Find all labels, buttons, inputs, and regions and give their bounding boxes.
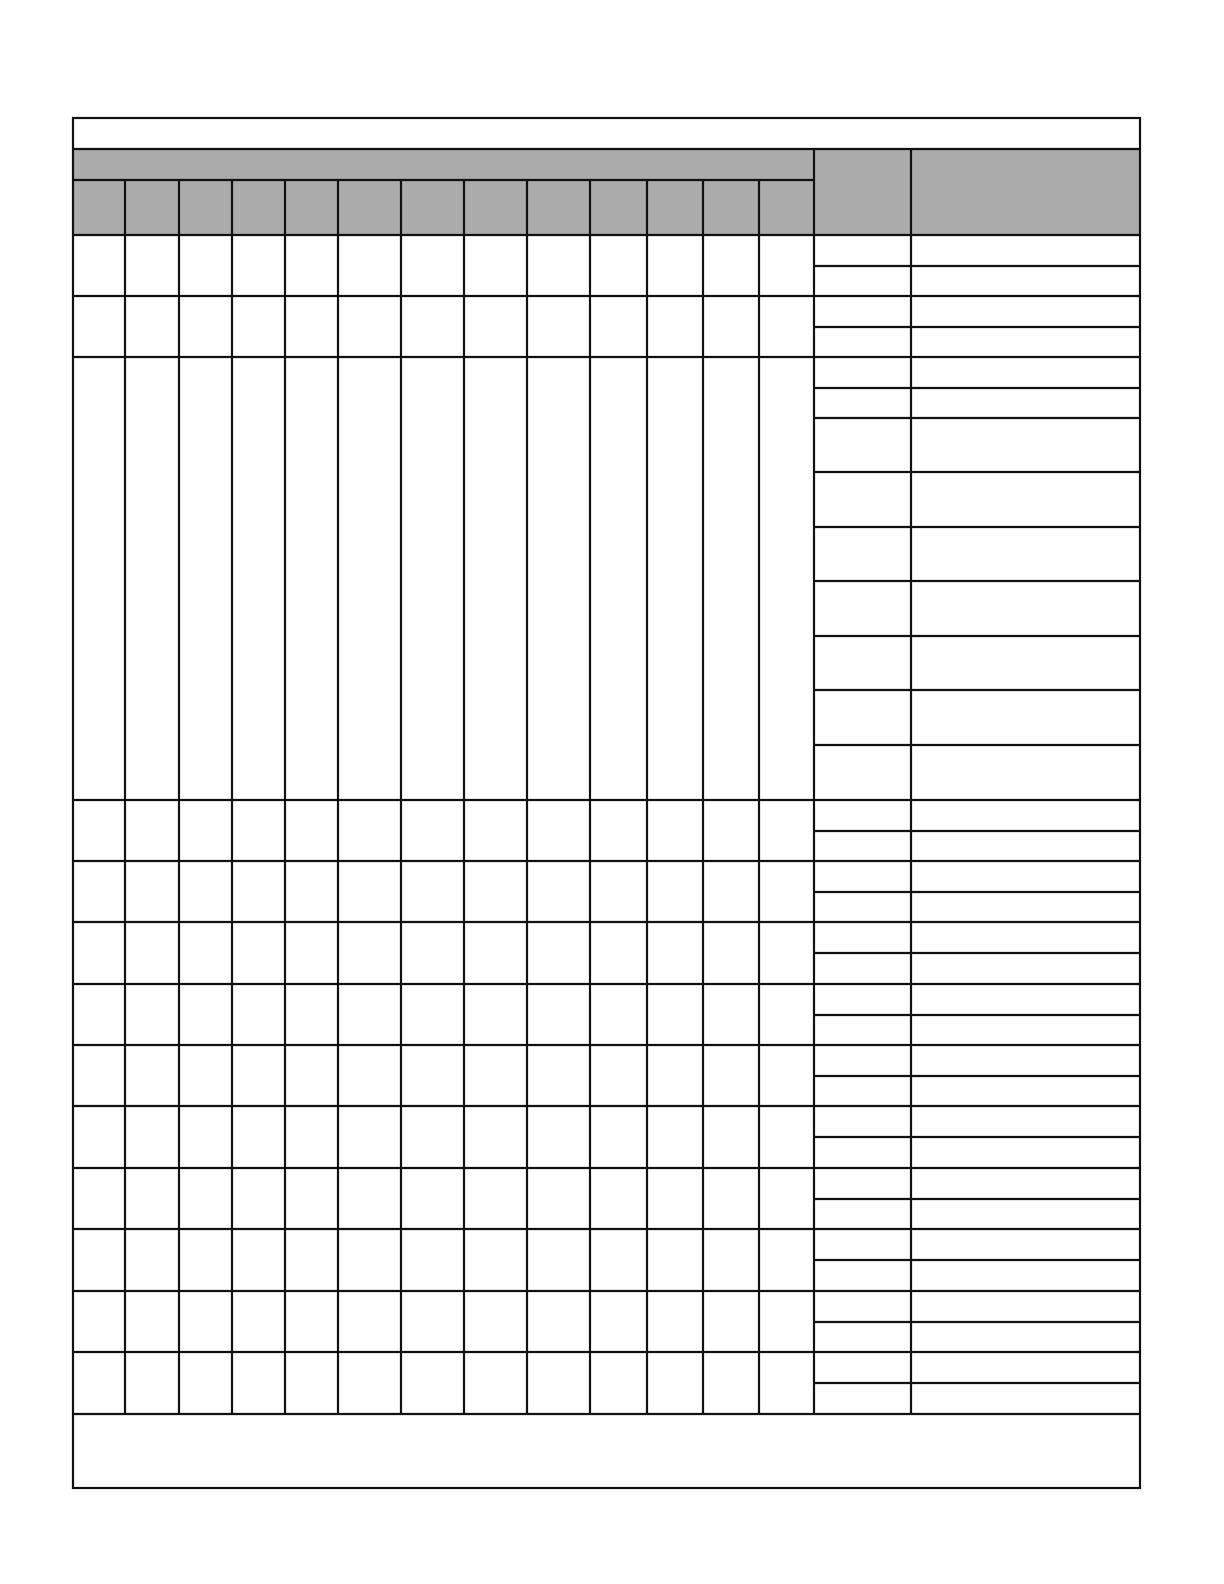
table-cell[interactable] (126, 862, 178, 921)
table-cell[interactable] (465, 1107, 526, 1167)
description-cell[interactable] (912, 267, 1139, 295)
table-cell[interactable] (760, 923, 813, 983)
table-cell[interactable] (180, 923, 231, 983)
table-cell[interactable] (402, 236, 463, 295)
table-cell[interactable] (760, 985, 813, 1044)
table-cell[interactable] (704, 358, 758, 799)
table-cell[interactable] (591, 236, 646, 295)
table-cell[interactable] (591, 1292, 646, 1351)
description-cell[interactable] (912, 923, 1139, 952)
table-cell[interactable] (339, 1169, 400, 1228)
right-cell[interactable] (815, 1353, 910, 1382)
table-cell[interactable] (402, 801, 463, 860)
table-cell[interactable] (591, 923, 646, 983)
table-cell[interactable] (704, 801, 758, 860)
table-cell[interactable] (704, 1292, 758, 1351)
table-cell[interactable] (233, 923, 284, 983)
table-cell[interactable] (648, 862, 702, 921)
description-cell[interactable] (912, 1138, 1139, 1167)
table-cell[interactable] (402, 1292, 463, 1351)
table-cell[interactable] (126, 236, 178, 295)
table-cell[interactable] (74, 1353, 124, 1413)
table-cell[interactable] (704, 985, 758, 1044)
table-cell[interactable] (402, 985, 463, 1044)
table-cell[interactable] (233, 1169, 284, 1228)
table-cell[interactable] (704, 1169, 758, 1228)
table-cell[interactable] (74, 1230, 124, 1290)
table-cell[interactable] (648, 1292, 702, 1351)
table-cell[interactable] (233, 1046, 284, 1105)
description-cell[interactable] (912, 954, 1139, 983)
table-cell[interactable] (465, 236, 526, 295)
right-cell[interactable] (815, 1261, 910, 1290)
table-cell[interactable] (648, 985, 702, 1044)
table-cell[interactable] (465, 297, 526, 356)
table-cell[interactable] (180, 801, 231, 860)
description-cell[interactable] (912, 328, 1139, 356)
table-cell[interactable] (74, 1169, 124, 1228)
table-cell[interactable] (760, 1169, 813, 1228)
table-cell[interactable] (465, 1353, 526, 1413)
table-cell[interactable] (465, 1169, 526, 1228)
table-cell[interactable] (180, 236, 231, 295)
right-cell[interactable] (815, 1046, 910, 1075)
table-cell[interactable] (528, 1107, 589, 1167)
table-cell[interactable] (648, 358, 702, 799)
table-cell[interactable] (528, 1230, 589, 1290)
description-cell[interactable] (912, 297, 1139, 326)
table-cell[interactable] (233, 358, 284, 799)
right-cell[interactable] (815, 328, 910, 356)
table-cell[interactable] (74, 1107, 124, 1167)
table-cell[interactable] (126, 923, 178, 983)
right-cell[interactable] (815, 923, 910, 952)
table-cell[interactable] (760, 1107, 813, 1167)
description-cell[interactable] (912, 801, 1139, 830)
table-cell[interactable] (465, 985, 526, 1044)
right-cell[interactable] (815, 691, 910, 744)
table-cell[interactable] (528, 1292, 589, 1351)
description-cell[interactable] (912, 1046, 1139, 1075)
right-cell[interactable] (815, 1138, 910, 1167)
table-cell[interactable] (126, 358, 178, 799)
table-cell[interactable] (591, 1046, 646, 1105)
description-cell[interactable] (912, 1230, 1139, 1259)
table-cell[interactable] (648, 297, 702, 356)
table-cell[interactable] (465, 1230, 526, 1290)
description-cell[interactable] (912, 419, 1139, 471)
right-cell[interactable] (815, 358, 910, 387)
right-cell[interactable] (815, 389, 910, 417)
table-cell[interactable] (528, 985, 589, 1044)
table-cell[interactable] (233, 297, 284, 356)
table-cell[interactable] (126, 1046, 178, 1105)
table-cell[interactable] (286, 358, 337, 799)
table-cell[interactable] (286, 862, 337, 921)
description-cell[interactable] (912, 1169, 1139, 1198)
table-cell[interactable] (760, 297, 813, 356)
table-cell[interactable] (74, 985, 124, 1044)
table-cell[interactable] (126, 1292, 178, 1351)
table-cell[interactable] (339, 358, 400, 799)
table-cell[interactable] (233, 1353, 284, 1413)
table-cell[interactable] (74, 236, 124, 295)
table-cell[interactable] (704, 923, 758, 983)
table-cell[interactable] (74, 801, 124, 860)
right-cell[interactable] (815, 1292, 910, 1321)
table-cell[interactable] (465, 801, 526, 860)
table-cell[interactable] (126, 1230, 178, 1290)
table-cell[interactable] (286, 236, 337, 295)
table-cell[interactable] (74, 358, 124, 799)
table-cell[interactable] (648, 1046, 702, 1105)
description-cell[interactable] (912, 236, 1139, 265)
table-cell[interactable] (704, 1107, 758, 1167)
table-cell[interactable] (591, 801, 646, 860)
description-cell[interactable] (912, 893, 1139, 921)
table-cell[interactable] (591, 297, 646, 356)
table-cell[interactable] (465, 1292, 526, 1351)
footer-note-area[interactable] (74, 1415, 1139, 1487)
right-cell[interactable] (815, 1200, 910, 1228)
table-cell[interactable] (126, 985, 178, 1044)
table-cell[interactable] (180, 1353, 231, 1413)
table-cell[interactable] (286, 1169, 337, 1228)
right-cell[interactable] (815, 473, 910, 526)
table-cell[interactable] (74, 1046, 124, 1105)
table-cell[interactable] (286, 923, 337, 983)
table-cell[interactable] (648, 801, 702, 860)
table-cell[interactable] (648, 1353, 702, 1413)
table-cell[interactable] (180, 297, 231, 356)
table-cell[interactable] (465, 862, 526, 921)
description-cell[interactable] (912, 691, 1139, 744)
table-cell[interactable] (528, 236, 589, 295)
description-cell[interactable] (912, 389, 1139, 417)
description-cell[interactable] (912, 1077, 1139, 1105)
table-cell[interactable] (704, 1046, 758, 1105)
table-cell[interactable] (286, 985, 337, 1044)
table-cell[interactable] (465, 1046, 526, 1105)
table-cell[interactable] (402, 1353, 463, 1413)
table-cell[interactable] (648, 923, 702, 983)
description-cell[interactable] (912, 1292, 1139, 1321)
table-cell[interactable] (233, 985, 284, 1044)
right-cell[interactable] (815, 746, 910, 799)
table-cell[interactable] (528, 1169, 589, 1228)
right-cell[interactable] (815, 297, 910, 326)
table-cell[interactable] (704, 236, 758, 295)
table-cell[interactable] (74, 862, 124, 921)
description-cell[interactable] (912, 832, 1139, 860)
description-cell[interactable] (912, 862, 1139, 891)
table-cell[interactable] (233, 236, 284, 295)
right-cell[interactable] (815, 801, 910, 830)
table-cell[interactable] (233, 1230, 284, 1290)
table-cell[interactable] (402, 923, 463, 983)
description-cell[interactable] (912, 1353, 1139, 1382)
table-cell[interactable] (286, 1292, 337, 1351)
table-cell[interactable] (286, 1046, 337, 1105)
table-cell[interactable] (704, 1353, 758, 1413)
right-cell[interactable] (815, 1107, 910, 1136)
table-cell[interactable] (233, 1107, 284, 1167)
description-cell[interactable] (912, 637, 1139, 689)
right-cell[interactable] (815, 637, 910, 689)
table-cell[interactable] (402, 1046, 463, 1105)
right-cell[interactable] (815, 582, 910, 635)
description-cell[interactable] (912, 582, 1139, 635)
right-cell[interactable] (815, 954, 910, 983)
table-cell[interactable] (760, 1046, 813, 1105)
table-cell[interactable] (760, 236, 813, 295)
description-cell[interactable] (912, 358, 1139, 387)
table-cell[interactable] (74, 923, 124, 983)
right-cell[interactable] (815, 1016, 910, 1044)
table-cell[interactable] (704, 297, 758, 356)
description-cell[interactable] (912, 1107, 1139, 1136)
table-cell[interactable] (648, 1169, 702, 1228)
table-cell[interactable] (648, 1230, 702, 1290)
table-cell[interactable] (233, 862, 284, 921)
table-cell[interactable] (760, 358, 813, 799)
right-cell[interactable] (815, 985, 910, 1014)
table-cell[interactable] (402, 297, 463, 356)
table-cell[interactable] (180, 1046, 231, 1105)
table-cell[interactable] (402, 358, 463, 799)
table-cell[interactable] (126, 801, 178, 860)
right-cell[interactable] (815, 832, 910, 860)
table-cell[interactable] (286, 1107, 337, 1167)
right-cell[interactable] (815, 267, 910, 295)
table-cell[interactable] (760, 801, 813, 860)
table-cell[interactable] (339, 1107, 400, 1167)
table-cell[interactable] (528, 923, 589, 983)
table-cell[interactable] (528, 801, 589, 860)
table-cell[interactable] (528, 1046, 589, 1105)
table-cell[interactable] (528, 862, 589, 921)
right-cell[interactable] (815, 862, 910, 891)
table-cell[interactable] (760, 1353, 813, 1413)
table-cell[interactable] (180, 1169, 231, 1228)
table-cell[interactable] (591, 985, 646, 1044)
right-cell[interactable] (815, 893, 910, 921)
right-cell[interactable] (815, 1323, 910, 1351)
table-cell[interactable] (648, 1107, 702, 1167)
table-cell[interactable] (339, 923, 400, 983)
table-cell[interactable] (339, 1230, 400, 1290)
table-cell[interactable] (402, 1107, 463, 1167)
table-cell[interactable] (402, 1230, 463, 1290)
table-cell[interactable] (286, 801, 337, 860)
table-cell[interactable] (180, 862, 231, 921)
right-cell[interactable] (815, 236, 910, 265)
table-cell[interactable] (704, 1230, 758, 1290)
description-cell[interactable] (912, 985, 1139, 1014)
table-cell[interactable] (465, 358, 526, 799)
table-cell[interactable] (180, 985, 231, 1044)
description-cell[interactable] (912, 1323, 1139, 1351)
table-cell[interactable] (180, 358, 231, 799)
right-cell[interactable] (815, 1384, 910, 1413)
table-cell[interactable] (339, 985, 400, 1044)
right-cell[interactable] (815, 1169, 910, 1198)
table-cell[interactable] (760, 862, 813, 921)
table-cell[interactable] (180, 1292, 231, 1351)
table-cell[interactable] (339, 236, 400, 295)
table-cell[interactable] (591, 862, 646, 921)
table-cell[interactable] (704, 862, 758, 921)
table-cell[interactable] (591, 1107, 646, 1167)
description-cell[interactable] (912, 473, 1139, 526)
table-cell[interactable] (286, 1353, 337, 1413)
table-cell[interactable] (180, 1230, 231, 1290)
right-cell[interactable] (815, 1077, 910, 1105)
table-cell[interactable] (180, 1107, 231, 1167)
right-cell[interactable] (815, 1230, 910, 1259)
table-cell[interactable] (286, 1230, 337, 1290)
table-cell[interactable] (74, 1292, 124, 1351)
table-cell[interactable] (126, 297, 178, 356)
right-cell[interactable] (815, 419, 910, 471)
table-cell[interactable] (339, 1046, 400, 1105)
description-cell[interactable] (912, 1261, 1139, 1290)
table-cell[interactable] (339, 1353, 400, 1413)
table-cell[interactable] (465, 923, 526, 983)
table-cell[interactable] (233, 801, 284, 860)
table-cell[interactable] (402, 1169, 463, 1228)
table-cell[interactable] (126, 1353, 178, 1413)
table-cell[interactable] (760, 1230, 813, 1290)
table-cell[interactable] (286, 297, 337, 356)
table-cell[interactable] (591, 358, 646, 799)
table-cell[interactable] (74, 297, 124, 356)
table-cell[interactable] (126, 1169, 178, 1228)
table-cell[interactable] (528, 358, 589, 799)
description-cell[interactable] (912, 746, 1139, 799)
table-cell[interactable] (591, 1169, 646, 1228)
table-cell[interactable] (233, 1292, 284, 1351)
table-cell[interactable] (528, 297, 589, 356)
table-cell[interactable] (591, 1230, 646, 1290)
table-cell[interactable] (339, 801, 400, 860)
table-cell[interactable] (402, 862, 463, 921)
table-cell[interactable] (528, 1353, 589, 1413)
table-cell[interactable] (126, 1107, 178, 1167)
description-cell[interactable] (912, 1200, 1139, 1228)
table-cell[interactable] (648, 236, 702, 295)
table-cell[interactable] (760, 1292, 813, 1351)
table-cell[interactable] (339, 862, 400, 921)
description-cell[interactable] (912, 1384, 1139, 1413)
table-cell[interactable] (339, 1292, 400, 1351)
table-cell[interactable] (339, 297, 400, 356)
right-cell[interactable] (815, 528, 910, 580)
description-cell[interactable] (912, 528, 1139, 580)
table-cell[interactable] (591, 1353, 646, 1413)
description-cell[interactable] (912, 1016, 1139, 1044)
